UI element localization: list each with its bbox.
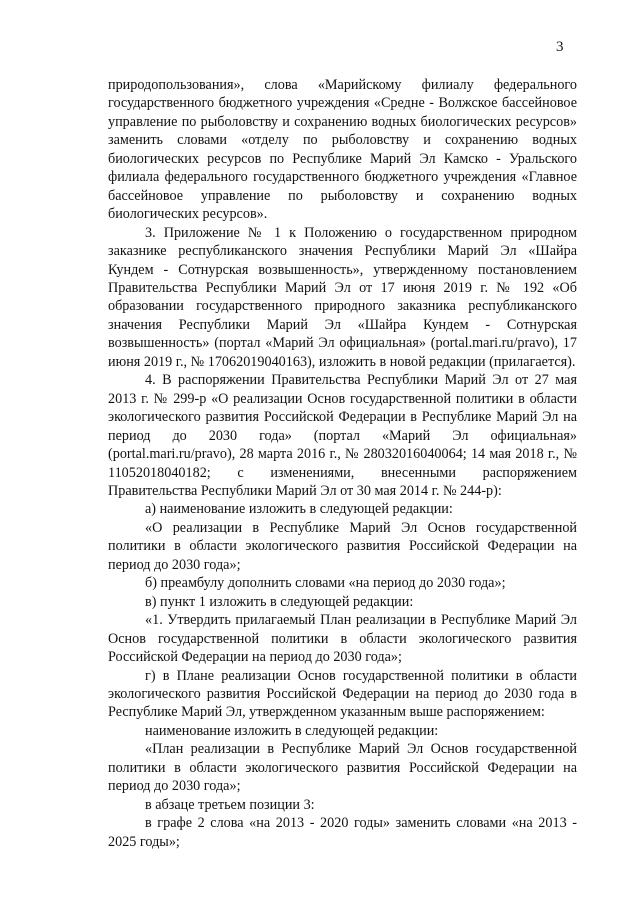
paragraph-subitem-b: б) преамбулу дополнить словами «на период до 2030 года»;	[145, 575, 506, 592]
paragraph-name-change: наименование изложить в следующей редакции:	[145, 722, 439, 739]
page-number: 3	[556, 39, 564, 55]
paragraph-subitem-a: а) наименование изложить в следующей редакции:	[145, 501, 453, 518]
paragraph-quote-point-1: «1. Утвердить прилагаемый План реализации в Республике Марий Эл Основ государственной политики в области экологического развития Российской Федерации на период до 2030 года»;	[108, 612, 577, 666]
document-body	[108, 76, 577, 851]
paragraph-item-4: 4. В распоряжении Правительства Республики Марий Эл от 27 мая 2013 г. № 299-р «О реализации Основ государственной политики в области экологического развития Российской Федерации в Республике Марий Эл на период до 2030 года» (портал «Марий Эл официальная» (portal.mari.ru/pravo), 28 марта 2016 г., № 28032016040064; 14 мая 2018 г., № 11052018040182; с изменениями, внесенными распоряжением Правительства Республики Марий Эл от 30 мая 2014 г. № 244-р):	[108, 372, 577, 499]
paragraph-item-3: 3. Приложение № 1 к Положению о государственном природном заказнике республиканского значения Республики Марий Эл «Шайра Кундем - Сотнурская возвышенность», утвержденному постановлением Правительства Республики Марий Эл от 17 июня 2019 г. № 192 «Об образовании государственного природного заказника республиканского значения Республики Марий Эл «Шайра Кундем - Сотнурская возвышенность» (портал «Марий Эл официальная» (portal.mari.ru/pravo), 17 июня 2019 г., № 17062019040163), изложить в новой редакции (прилагается).	[108, 224, 577, 370]
paragraph-subitem-v: в) пункт 1 изложить в следующей редакции:	[145, 593, 414, 610]
paragraph-position-3: в абзаце третьем позиции 3:	[145, 796, 315, 813]
paragraph-column-2: в графе 2 слова «на 2013 - 2020 годы» заменить словами «на 2013 - 2025 годы»;	[108, 815, 577, 850]
paragraph-quote-plan: «План реализации в Республике Марий Эл Основ государственной политики в области экологического развития Российской Федерации на период до 2030 года»;	[108, 741, 577, 795]
paragraph-quote-title: «О реализации в Республике Марий Эл Основ государственной политики в области экологического развития Российской Федерации на период до 2030 года»;	[108, 519, 577, 573]
paragraph-continuation: природопользования», слова «Марийскому филиалу федерального государственного бюджетного учреждения «Средне - Волжское бассейновое управление по рыболовству и сохранению водных биологических ресурсов» заменить словами «отделу по рыболовству и сохранению водных биологических ресурсов по Республике Марий Эл Камско - Уральского филиала федерального государственного бюджетного учреждения «Главное бассейновое управление по рыболовству и сохранению водных биологических ресурсов».	[108, 77, 577, 223]
paragraph-subitem-g: г) в Плане реализации Основ государственной политики в области экологического развития Российской Федерации на период до 2030 года в Республике Марий Эл, утвержденном указанным выше распоряжением:	[108, 667, 577, 721]
